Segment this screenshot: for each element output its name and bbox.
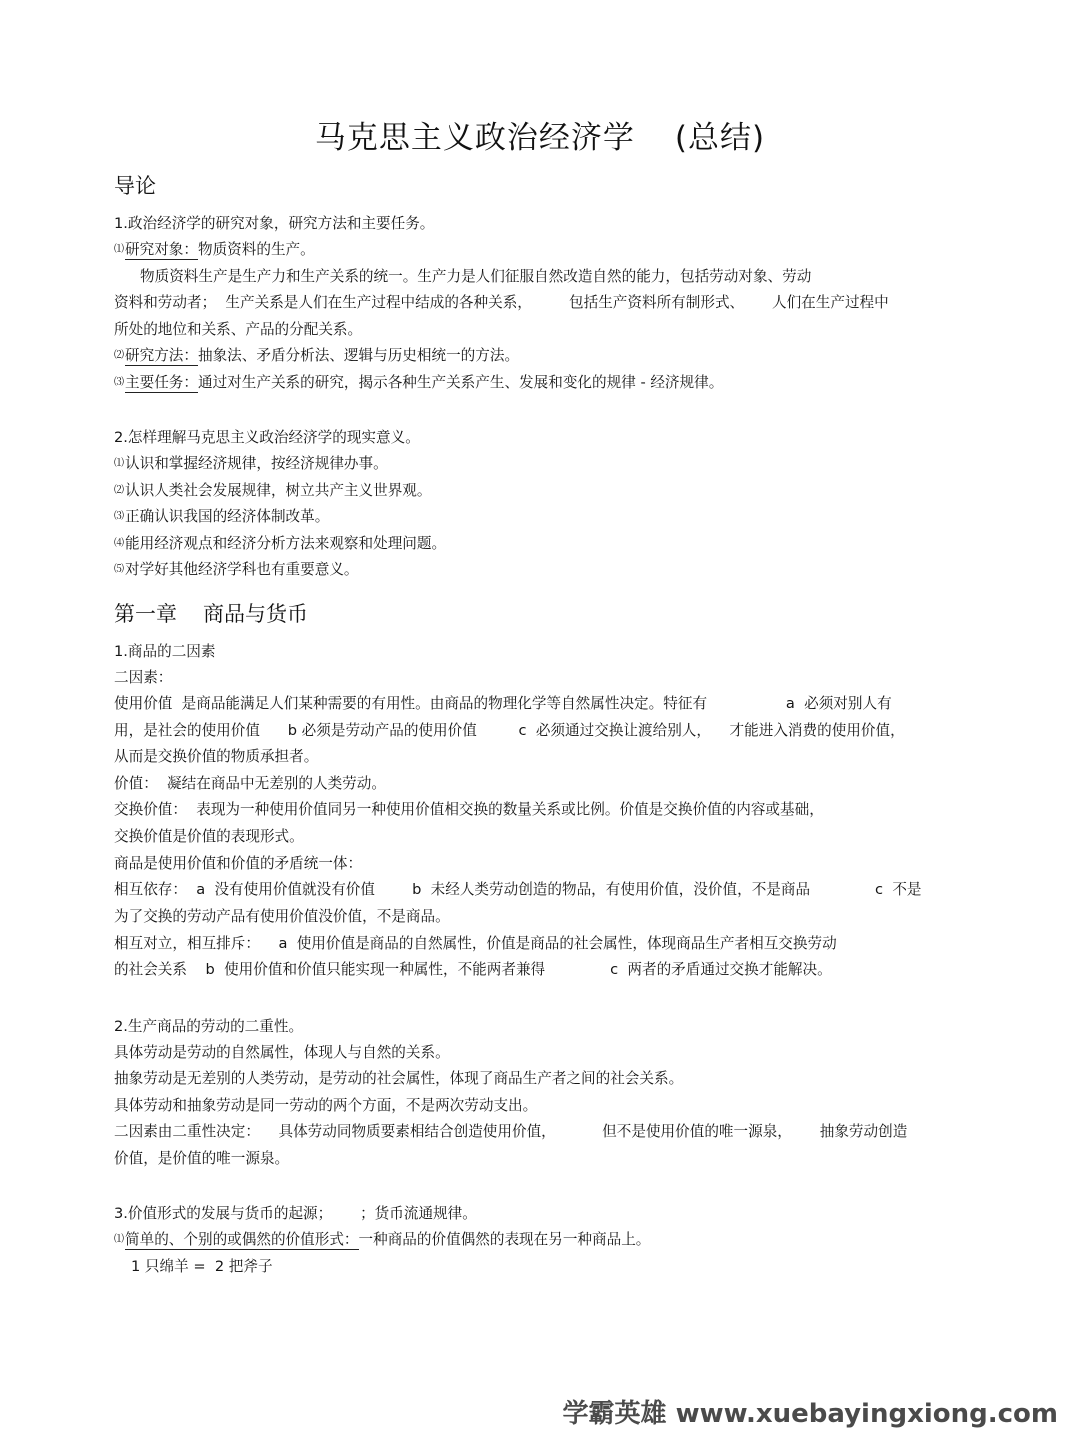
point-label: 研究对象： (125, 241, 198, 258)
point-number: ⑴ (114, 244, 124, 255)
ch1-s1-line: 交换价值是价值的表现形式。 (114, 828, 304, 845)
ch1-s2-line: 具体劳动和抽象劳动是同一劳动的两个方面，不是两次劳动支出。 (114, 1097, 538, 1114)
ch1-s3-point1 (114, 1230, 650, 1250)
footer-url: www.xuebayingxiong.com (675, 1399, 1058, 1429)
point-label: 主要任务： (125, 374, 198, 391)
point-text: 通过对生产关系的研究，揭示各种生产关系产生、发展和变化的规律 - 经济规律。 (197, 374, 724, 391)
item-number: ⑴ (114, 458, 124, 469)
intro-q2-item (114, 481, 431, 501)
item-text: 能用经济观点和经济分析方法来观察和处理问题。 (125, 535, 447, 552)
point-number: ⑴ (114, 1234, 124, 1245)
intro-q1-desc-line: 物质资料生产是生产力和生产关系的统一。生产力是人们征服自然改造自然的能力，包括劳动对象、劳动 (140, 268, 812, 285)
ch1-s1-line: 使用价值 是商品能满足人们某种需要的有用性。由商品的物理化学等自然属性决定。特征有 a 必须对别人有 (114, 695, 892, 712)
point-label: 简单的、个别的或偶然的价值形式： (125, 1231, 359, 1248)
ch1-s2-line: 2.生产商品的劳动的二重性。 (114, 1018, 304, 1035)
ch1-s3-title: 3.价值形式的发展与货币的起源； ；货币流通规律。 (114, 1205, 477, 1222)
item-text: 对学好其他经济学科也有重要意义。 (125, 561, 359, 578)
ch1-s1-line: 1.商品的二因素 (114, 643, 216, 660)
point-text: 一种商品的价值偶然的表现在另一种商品上。 (358, 1231, 651, 1248)
ch1-s2-line: 抽象劳动是无差别的人类劳动，是劳动的社会属性，体现了商品生产者之间的社会关系。 (114, 1070, 684, 1087)
item-number: ⑶ (114, 511, 124, 522)
intro-q2-title: 2.怎样理解马克思主义政治经济学的现实意义。 (114, 429, 420, 446)
ch1-s1-line: 从而是交换价值的物质承担者。 (114, 748, 319, 765)
ch1-s1-line: 的社会关系 b 使用价值和价值只能实现一种属性，不能两者兼得 c 两者的矛盾通过交换才能解决。 (114, 961, 832, 978)
point-number: ⑶ (114, 377, 124, 388)
item-text: 认识人类社会发展规律，树立共产主义世界观。 (125, 482, 432, 499)
intro-heading: 导论 (114, 174, 156, 198)
intro-q2-item (114, 560, 359, 580)
point-text: 抽象法、矛盾分析法、逻辑与历史相统一的方法。 (197, 347, 520, 364)
point-number: ⑵ (114, 350, 124, 361)
item-text: 正确认识我国的经济体制改革。 (125, 508, 330, 525)
chapter-number: 第一章 (114, 602, 177, 626)
intro-q1-desc-line: 资料和劳动者； 生产关系是人们在生产过程中结成的各种关系， 包括生产资料所有制形式、 人们在生产过程中 (114, 294, 889, 311)
ch1-s1-line: 价值： 凝结在商品中无差别的人类劳动。 (114, 775, 386, 792)
intro-q2-item (114, 534, 446, 554)
item-text: 认识和掌握经济规律，按经济规律办事。 (125, 455, 388, 472)
ch1-s3-example: 1 只绵羊 = 2 把斧子 (131, 1258, 273, 1275)
intro-q1-point1 (114, 240, 315, 260)
page-title (0, 112, 1080, 157)
item-number: ⑸ (114, 564, 124, 575)
ch1-s1-line: 商品是使用价值和价值的矛盾统一体： (114, 855, 363, 872)
intro-q1-point3 (114, 373, 723, 393)
title-sub: (总结) (674, 120, 766, 156)
ch1-s1-line: 交换价值： 表现为一种使用价值同另一种使用价值相交换的数量关系或比例。价值是交换价值的内容或基础， (114, 801, 824, 818)
ch1-s2-line: 价值，是价值的唯一源泉。 (114, 1150, 290, 1167)
ch1-s1-line: 用，是社会的使用价值 b 必须是劳动产品的使用价值 c 必须通过交换让渡给别人， 才能进入消费的使用价值， (114, 722, 905, 739)
item-number: ⑵ (114, 485, 124, 496)
intro-q1-point2 (114, 346, 519, 366)
item-number: ⑷ (114, 538, 124, 549)
chapter1-heading (114, 598, 308, 628)
point-label: 研究方法： (125, 347, 198, 364)
ch1-s1-line: 为了交换的劳动产品有使用价值没价值，不是商品。 (114, 908, 450, 925)
ch1-s2-line: 具体劳动是劳动的自然属性，体现人与自然的关系。 (114, 1044, 450, 1061)
point-text: 物质资料的生产。 (197, 241, 315, 258)
chapter-title: 商品与货币 (203, 602, 308, 626)
intro-q2-item (114, 454, 388, 474)
ch1-s2-line: 二因素由二重性决定： 具体劳动同物质要素相结合创造使用价值， 但不是使用价值的唯一源泉， 抽象劳动创造 (114, 1123, 908, 1140)
intro-q2-item (114, 507, 329, 527)
intro-q1-desc-line: 所处的地位和关系、产品的分配关系。 (114, 321, 363, 338)
title-main: 马克思主义政治经济学 (314, 120, 635, 156)
footer-brand: 学霸英雄 (562, 1399, 667, 1429)
ch1-s1-line: 相互对立，相互排斥： a 使用价值是商品的自然属性，价值是商品的社会属性，体现商品生产者相互交换劳动 (114, 935, 837, 952)
ch1-s1-line: 二因素： (114, 669, 173, 686)
ch1-s1-line: 相互依存： a 没有使用价值就没有价值 b 未经人类劳动创造的物品，有使用价值，没价值，不是商品 c 不是 (114, 881, 922, 898)
watermark-footer (562, 1393, 1058, 1430)
intro-q1-title: 1.政治经济学的研究对象，研究方法和主要任务。 (114, 215, 435, 232)
